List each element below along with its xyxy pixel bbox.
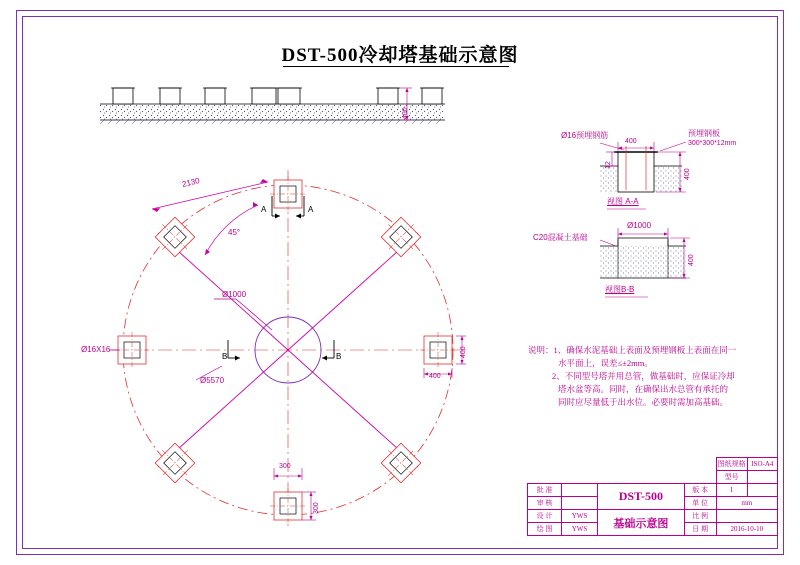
label-embed-plate: 预埋钢板 xyxy=(688,129,720,138)
label-plan-300-v: 300 xyxy=(313,502,320,514)
label-section-aa: 视图 A-A xyxy=(607,197,639,206)
tb-spacer-1 xyxy=(747,484,777,497)
label-bb-400-right: 400 xyxy=(688,254,695,266)
mark-b-right: B xyxy=(336,352,342,361)
tb-scale-value xyxy=(716,510,777,523)
page-title: DST-500冷却塔基础示意图 xyxy=(281,45,519,66)
label-plan-d5570: Ø5570 xyxy=(200,376,225,385)
label-aa-400-top: 400 xyxy=(625,138,637,145)
mark-b-left: B xyxy=(222,352,228,361)
tb-approve-label: 批 准 xyxy=(528,484,562,497)
title-block xyxy=(527,457,778,532)
tb-unit-value: mm xyxy=(716,497,777,510)
label-aa-400-right: 400 xyxy=(684,168,691,180)
tb-design-value: YWS xyxy=(561,510,597,523)
tb-version-value: I xyxy=(716,484,747,497)
tb-paper-spec-value: ISO-A4 xyxy=(747,458,777,471)
label-plan-300-h: 300 xyxy=(279,463,291,470)
tb-check-value xyxy=(561,497,597,510)
label-plan-d1000: Ø1000 xyxy=(222,290,247,299)
elevation-view xyxy=(100,88,445,124)
label-bb-1000: Ø1000 xyxy=(627,221,652,230)
label-plan-angle: 45° xyxy=(228,228,241,237)
label-plan-16x16: Ø16X16 xyxy=(81,345,111,354)
label-embed-plate-size: 300*300*12mm xyxy=(688,140,737,147)
tb-paper-spec-label: 图纸规格 xyxy=(716,458,747,471)
tb-draw-label: 绘 图 xyxy=(528,523,562,536)
mark-a-right: A xyxy=(308,205,314,214)
tb-check-label: 审 核 xyxy=(528,497,562,510)
note-line-5: 同时应尽量低于出水位。必要时需加高基础。 xyxy=(558,397,729,407)
tb-model-value xyxy=(747,471,777,484)
label-section-bb: 视图B-B xyxy=(605,285,635,294)
label-plan-400-right-v: 400 xyxy=(460,346,467,358)
label-rebar: Ø16预埋钢筋 xyxy=(561,131,609,140)
tb-product: DST-500 xyxy=(598,484,685,510)
mark-a-left: A xyxy=(261,205,267,214)
note-line-3: 2、不同型号塔并用总管，做基础时，应保证冷却 xyxy=(552,371,735,381)
tb-drawing-name: 基础示意图 xyxy=(598,510,685,536)
note-line-2: 水平面上，误差≤±2mm。 xyxy=(558,358,653,368)
tb-unit-label: 单 位 xyxy=(684,497,716,510)
note-line-4: 塔水盆等高。同时，在确保出水总管有承托的 xyxy=(558,384,729,394)
plan-view xyxy=(110,170,466,530)
tb-approve-value xyxy=(561,484,597,497)
tb-model-label: 型号 xyxy=(716,471,747,484)
tb-draw-value: YWS xyxy=(561,523,597,536)
tb-version-label: 版 本 xyxy=(684,484,716,497)
tb-date-label: 日 期 xyxy=(684,523,716,536)
label-plan-400-right-h: 400 xyxy=(429,373,441,380)
notes-block xyxy=(528,344,768,409)
label-concrete: C20混凝土基础 xyxy=(533,233,588,242)
label-aa-12: 12 xyxy=(605,161,612,169)
tb-date-value: 2016-10-10 xyxy=(716,523,777,536)
label-plan-2130: 2130 xyxy=(181,176,201,189)
tb-scale-label: 比 例 xyxy=(684,510,716,523)
tb-design-label: 设 计 xyxy=(528,510,562,523)
note-line-1: 说明：1、确保水泥基础上表面及预埋钢板上表面在同一 xyxy=(528,345,737,355)
drawing-canvas: DST-500冷却塔基础示意图 400 Ø16预埋钢筋 预埋钢板 300*300*12mm 400 12 400 视图 A-A C20混凝土基础 Ø1000 400 视图B-B 2130 45° Ø1000 Ø5570 Ø16X16 400 400 300 300 A A B B 说明：1、确保水泥基础上表面及预埋钢板上表面在同一 水平面上，误差≤±2mm。 2、不同型号塔并用总管，做基础时，应保证冷却 塔水盆等高。同时，在确保出水总管有承托的 同时应尽量低于出水位。必要时需加高基础。 图纸规格 ISO-A4 型号 批 准 DST-500 版 本 I 审 核 单 位 mm 设 计 YWS 基础示意图 比 例 绘 图 YWS 日 期 2016-10-10 xyxy=(0,0,800,565)
